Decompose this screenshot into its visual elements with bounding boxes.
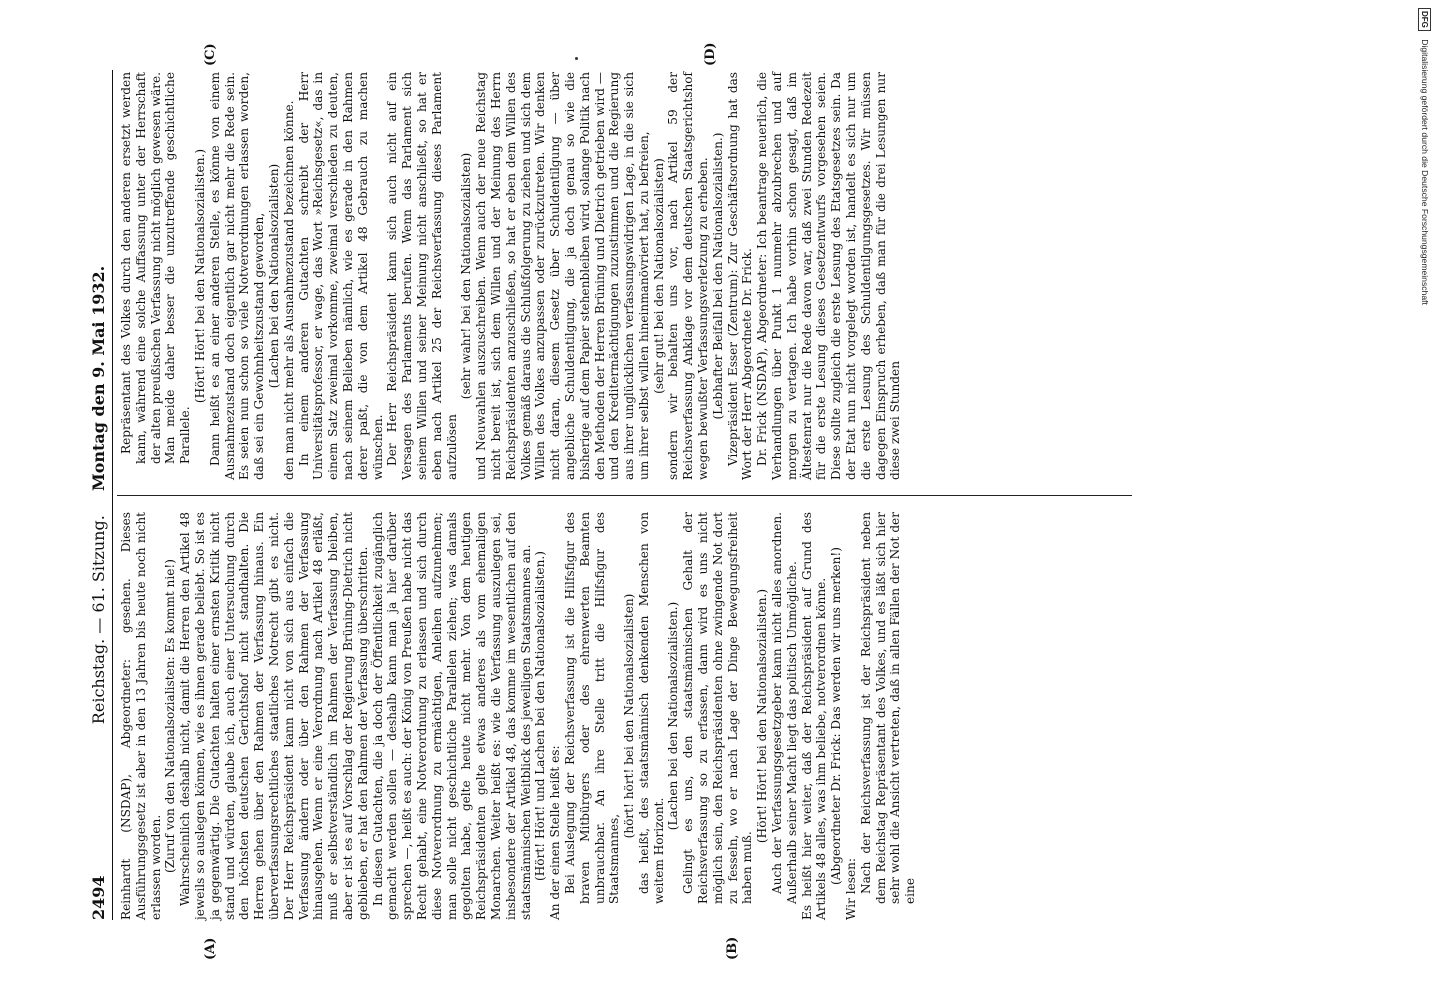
quotation: das heißt, des staatsmännisch denkenden Menschen von weitem Horizont. [636,512,666,904]
paragraph: In einem anderen Gutachten schreibt der Herr Universitätsprofessor, er wage, das Wort »Reichsgesetz«, das in einem Satz zweimal vorkomme, zweimal verschieden zu deuten, nach seinem Belieben nämlich, wie es gerade in den Rahmen derer paßt, die von dem Artikel 48 Gebrauch zu machen wünschen. [296,72,385,480]
paragraph: Dr. Frick (NSDAP), Abgeordneter: Ich beantrage neuerlich, die Verhandlungen über Punkt 1 nunmehr abzubrechen und auf morgen zu vertagen. Ich habe vorhin schon gesagt, daß im Ältestenrat nur die Rede davon war, daß zwei Stunden Redezeit für die erste Lesung dieses Gesetzentwurfs vorgesehen seien. Diese sollte zugleich die erste Lesung des Etatsgesetzes sein. Da der Etat nun nicht vorgelegt worden ist, handelt es sich nur um die erste Lesung des Schuldentilgungsgesetzes. Wir müssen dagegen Einspruch erheben, daß man für die drei Lesungen nur diese zwei Stunden [755,72,903,480]
interjection: (Lachen bei den Nationalsozialisten) [266,163,281,389]
page-header [85,70,111,920]
paragraph: sondern wir behalten uns vor, nach Artikel 59 der Reichsverfassung Anklage vor dem deutschen Staatsgerichtshof wegen bewußter Verfassungsverletzung zu erheben. [666,72,711,480]
paragraph: Reinhardt (NSDAP), Abgeordneter: gesehen. Dieses Ausführungsgesetz ist aber in den 13 Jahren bis heute noch nicht erlassen worden. [119,512,163,920]
paragraph: Es heißt hier weiter, daß der Reichspräsident auf Grund des Artikels 48 alles, was ihm beliebe, notverordnen könne. [799,512,829,920]
paragraph: Wahrscheinlich deshalb nicht, damit die Herren den Artikel 48 jeweils so auslegen können, wie es ihnen gerade beliebt. So ist es ja gegenwärtig. Die Gutachten halten einer ernsten Kritik nicht stand und würden, glaube ich, auch einer Untersuchung durch den höchsten deutschen Gerichtshof nicht standhalten. Die Herren gehen über den Rahmen der Verfassung hinaus. Ein überverfassungsrechtliches staatliches Notrecht gibt es nicht. Der Herr Reichspräsident kann nicht von sich aus einfach die Verfassung ändern oder über den Rahmen der Verfassung hinausgehen. Wenn er eine Verordnung nach Artikel 48 erläßt, muß er selbstverständlich im Rahmen der Verfassung bleiben, aber er ist es auf Vorschlag der Regierung Brüning-Dietrich nicht geblieben, er hat den Rahmen der Verfassung überschritten. [178,512,370,920]
right-column [119,72,903,480]
header-rule [112,70,113,920]
interjection: (sehr gut! bei den Nationalsozialisten) [651,158,666,394]
margin-marker-c: (C) [203,43,218,66]
left-column [119,512,918,920]
margin-marker-d: (D) [703,42,718,66]
session-date: Montag den 9. Mai 1932. [89,265,108,492]
margin-marker-b: (B) [725,936,740,960]
column-divider [117,495,1132,496]
scan-speck [575,57,578,60]
interjection: (Hört! Hört! und Lachen bei den Nationalsozialisten.) [533,551,548,881]
quotation: Bei Auslegung der Reichsverfassung ist die Hilfsfigur des braven Mitbürgers oder des ehrenwerten Beamten unbrauchbar. An ihre Stelle tritt die Hilfsfigur des Staatsmannes, [562,512,622,904]
interjection: (Hört! Hört! bei den Nationalsozialisten.) [192,148,207,404]
page-number: 2494 [89,875,108,920]
interjection: (Lebhafter Beifall bei den Nationalsozialisten.) [710,132,725,420]
paragraph: Wir lesen: [844,858,859,920]
paragraph: An der einen Stelle heißt es: [548,745,563,920]
paragraph: Der Herr Reichspräsident kann sich auch nicht auf ein Versagen des Parlaments berufen. Wenn das Parlament sich seinem Willen und seiner Meinung nicht anschließt, so hat er eben nach Artikel 25 der Reichsverfassung dieses Parlament aufzulösen [385,72,459,480]
session-title: Reichstag. — 61. Sitzung. [89,515,108,725]
interjection: (hört! hört! bei den Nationalsozialisten) [622,593,637,839]
interjection: (Zuruf von den Nationalsozialisten: Es kommt nie!) [163,559,178,873]
scanned-page [85,42,1140,960]
paragraph: und Neuwahlen auszuschreiben. Wenn auch der neue Reichstag nicht bereit ist, sich dem Willen und der Meinung des Herrn Reichspräsidenten anzuschließen, so hat er eben dem Willen des Volkes gemäß daraus die Schlußfolgerung zu ziehen und sich dem Willen des Volkes anzupassen oder zurückzutreten. Wir denken nicht daran, diesem Gesetz über Schuldentilgung — über angebliche Schuldentilgung, die ja doch genau so wie die bisherige auf dem Papier stehenbleiben wird, solange Politik nach den Methoden der Herren Brüning und Dietrich getrieben wird — und den Kreditermächtigungen zuzustimmen und die Regierung aus ihrer unglücklichen verfassungswidrigen Lage, in die sie sich um ihrer selbst willen hineinmanövriert hat, zu befreien, [474,72,651,480]
dfg-credit [1418,8,1432,998]
quotation: Auch der Verfassungsgesetzgeber kann nicht alles anordnen. Außerhalb seiner Macht liegt das politisch Unmögliche. [770,512,799,904]
credit-text: Digitalisierung gefördert durch die Deutsche Forschungsgemeinschaft [1420,39,1430,305]
interjection: (Lachen bei den Nationalsozialisten.) [666,601,681,831]
paragraph: Vizepräsident Esser (Zentrum): Zur Geschäftsordnung hat das Wort der Herr Abgeordnete Dr. Frick. [725,72,755,480]
interjection: (Abgeordneter Dr. Frick: Das werden wir uns merken!) [829,547,844,885]
quotation: Repräsentant des Volkes durch den anderen ersetzt werden kann, während eine solche Auffassung unter der Herrschaft der alten preußischen Verfassung nicht möglich gewesen wäre. Man meide daher besser die unzutreffende geschichtliche Parallele. [119,72,193,464]
interjection: (sehr wahr! bei den Nationalsozialisten) [459,152,474,400]
paragraph: In diesen Gutachten, die ja doch der Öffentlichkeit zugänglich gemacht werden sollen — deshalb kann man ja hier darüber sprechen —, heißt es auch: der König von Preußen habe nicht das Recht gehabt, eine Notverordnung zu erlassen und sich durch diese Notverordnung zu ermächtigen, Anleihen aufzunehmen; man solle nicht geschichtliche Parallelen ziehen; was damals gegolten habe, gelte heute nicht mehr. Von dem heutigen Reichspräsidenten gelte etwas anderes als vom ehemaligen Monarchen. Weiter heißt es: wie die Verfassung auszulegen sei, insbesondere der Artikel 48, das komme im wesentlichen auf den staatsmännischen Weitblick des jeweiligen Staatsmannes an. [370,512,533,920]
interjection: (Hört! Hört! bei den Nationalsozialisten.) [755,588,770,844]
margin-marker-a: (A) [203,937,218,960]
paragraph: Dann heißt es an einer anderen Stelle, es könne von einem Ausnahmezustand doch eigentlich gar nicht mehr die Rede sein. Es seien nun schon so viele Notverordnungen erlassen worden, daß sei ein Gewohnheitszustand geworden, [207,72,267,480]
quotation: Gelingt es uns, den staatsmännischen Gehalt der Reichsverfassung so zu erfassen, dann wird es uns nicht möglich sein, den Reichspräsidenten ohne zwingende Not dort zu fesseln, wo er nach Lage der Dinge Bewegungsfreiheit haben muß. [681,512,755,904]
dfg-logo: DFG [1418,8,1431,31]
quotation: Nach der Reichsverfassung ist der Reichspräsident neben dem Reichstag Repräsentant des Volkes, und es läßt sich hier sehr wohl die Ansicht vertreten, daß in allen Fällen der Not der eine [858,512,918,904]
header-title-line [89,70,108,920]
paragraph: den man nicht mehr als Ausnahmezustand bezeichnen könne. [281,100,296,480]
